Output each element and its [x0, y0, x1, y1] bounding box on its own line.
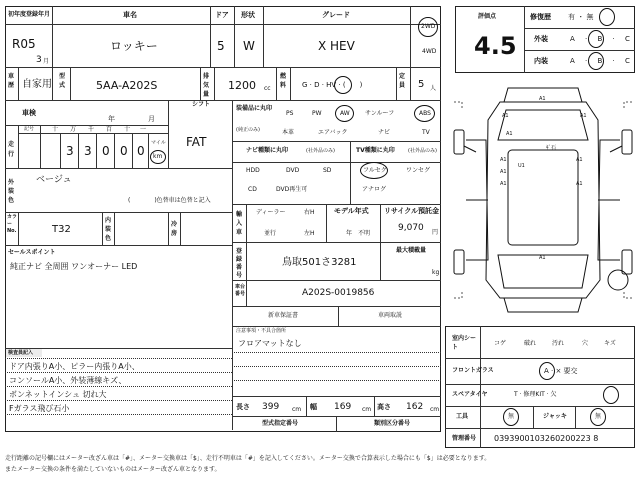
- nav-dvd: DVD: [286, 167, 300, 174]
- equip-aw-circle: [335, 105, 354, 122]
- registration-label: 登録番号: [236, 248, 243, 279]
- jack-label: ジャッキ: [543, 413, 567, 420]
- spare-options: T · 修理KIT · 欠: [514, 391, 557, 398]
- doors-label: ドア: [215, 11, 229, 19]
- mileage-digit-2: 0: [102, 144, 110, 158]
- tv-analog: アナログ: [362, 186, 387, 193]
- nav-sd: SD: [323, 167, 332, 174]
- exterior-label: 外装色: [8, 179, 15, 204]
- width-label: 幅: [310, 403, 317, 411]
- nav-dvd-play: DVD再生可: [276, 186, 308, 193]
- inspection-month-unit: 月: [148, 115, 155, 123]
- color-no-label: カラーNo.: [7, 214, 18, 234]
- seat-item-0: コゲ: [494, 340, 507, 347]
- front-glass-label: フロントガラス: [452, 367, 494, 374]
- diag-label-3: A1: [500, 169, 507, 175]
- capacity: 5: [418, 79, 425, 90]
- diag-label-5: U1: [518, 163, 525, 169]
- diag-label-8: A1: [539, 255, 546, 261]
- warranty-label: 新車保証書: [268, 312, 299, 319]
- equip-leather: 本革: [282, 129, 295, 136]
- repair-options: 有 ・ 無: [568, 13, 594, 21]
- diag-label-6: A1: [576, 157, 583, 163]
- capacity-label: 定員: [399, 73, 406, 89]
- grade: X HEV: [318, 39, 355, 53]
- diag-label-1: A1: [506, 131, 513, 137]
- equip-abs-circle: [414, 105, 435, 122]
- sales-point-text: 純正ナビ 全周囲 ワンオーナー LED: [10, 262, 138, 271]
- mileage-unit-5: 一: [140, 126, 147, 133]
- mileage-digit-4: 0: [137, 144, 145, 158]
- equip-aw: AW: [340, 110, 350, 117]
- score-value: 4.5: [474, 32, 517, 60]
- seat-item-4: キズ: [604, 340, 616, 347]
- car-damage-diagram: [448, 80, 638, 320]
- displacement: 1200: [228, 79, 256, 92]
- management-value: 0393900103260200223 8: [494, 434, 599, 443]
- inspector-line-1: コンソールA小、外装薄線キズ、: [9, 376, 127, 385]
- car-name-label: 車名: [123, 11, 137, 19]
- equip-ps: PS: [286, 110, 294, 117]
- management-label: 管理番号: [452, 435, 477, 442]
- notes-text: フロアマットなし: [238, 339, 302, 348]
- chassis-value: A202S-0019856: [302, 288, 375, 298]
- diag-label-9: A1: [502, 113, 509, 119]
- nav-label: ナビ種類に丸印: [246, 147, 289, 154]
- mileage-unit-2: 千: [88, 126, 95, 133]
- mileage-digit-3: 0: [120, 144, 128, 158]
- equip-abs: ABS: [419, 110, 431, 117]
- color-no-value: T32: [52, 224, 71, 235]
- front-glass-circle: [539, 362, 555, 380]
- mileage-unit-0: 十: [52, 126, 59, 133]
- seat-item-3: 穴: [582, 340, 589, 347]
- inspector-line-2: ボンネットインシュ 切れ大: [9, 390, 107, 399]
- mileage-unit-4: 十: [124, 126, 131, 133]
- first-reg-label: 初年度登録年月: [8, 11, 51, 18]
- shape-label: 形状: [241, 11, 255, 19]
- manual-label: 車両取説: [378, 312, 403, 319]
- model: 5AA-A202S: [96, 79, 158, 92]
- length-value: 399: [262, 402, 280, 412]
- mileage-digit-0: 3: [66, 144, 74, 158]
- exterior-value: ベージュ: [36, 175, 72, 185]
- width-value: 169: [334, 402, 352, 412]
- import-parallel: 並行: [264, 230, 277, 237]
- tv-fullseg: フルセグ: [363, 167, 387, 174]
- class-number-label: 類別区分番号: [374, 420, 411, 427]
- mileage-unit-mile: マイル: [151, 140, 166, 146]
- vehicle-class-label: 車歴: [8, 73, 15, 89]
- import-label: 輸入車: [236, 211, 243, 236]
- exterior-grade-options: A · B · C: [570, 35, 634, 43]
- diag-label-10: A1: [580, 113, 587, 119]
- equip-navi: ナビ: [378, 129, 391, 136]
- interior-seat-label: 室内シート: [452, 335, 477, 351]
- model-year-label: モデル年式: [334, 207, 369, 215]
- shift-value: FAT: [186, 135, 207, 149]
- exterior-grade-circle: [588, 30, 604, 48]
- tv-sub: (社外品のみ): [408, 148, 437, 154]
- displacement-label: 排気量: [203, 73, 210, 98]
- front-glass-options: A · × 要交: [544, 367, 578, 375]
- height-value: 162: [406, 402, 424, 412]
- nav-hdd: HDD: [246, 167, 260, 174]
- interior-grade-options: A · B · C: [570, 57, 634, 65]
- height-label: 高さ: [377, 403, 391, 411]
- chassis-label: 車台番号: [235, 284, 246, 297]
- inspection-label: 車検: [22, 109, 36, 117]
- fuel-label: 燃料: [280, 73, 287, 89]
- footer-line-1: またメーター交換の条件を満たしていないものはメーター改ざん車となります。: [5, 466, 221, 473]
- tv-oneseg: ワンセグ: [406, 167, 431, 174]
- recycle-label: リサイクル預託金: [384, 207, 440, 215]
- footer-line-0: 走行距離の記号欄にはメーター改ざん車は「#」、メーター交換車は「$」、走行不明車は「#」を記入してください。メーター交換で合算表示した場合にも「$」は必要となります。: [5, 455, 491, 462]
- width-unit: cm: [362, 406, 372, 413]
- max-load-label: 最大積載量: [396, 247, 427, 254]
- usage: 自家用: [22, 79, 52, 90]
- fuel-selected-circle: [334, 76, 352, 94]
- inspector-line-0: ドア内張りA小、ピラー内張りA小、: [9, 362, 140, 371]
- length-label: 長さ: [236, 403, 250, 411]
- import-left: 左H: [304, 230, 315, 237]
- tools-value: 無: [508, 413, 515, 420]
- repair-selected-circle: [599, 8, 615, 26]
- mileage-unit-1: 万: [70, 126, 77, 133]
- mileage-label: 走行: [8, 141, 15, 158]
- equip-pw: PW: [312, 110, 322, 117]
- equip-sunroof: サンルーフ: [365, 110, 395, 117]
- interior-grade-label: 内装: [534, 57, 548, 65]
- first-reg-year: R05: [12, 37, 36, 51]
- equip-airbag: エアバック: [318, 129, 348, 136]
- spare-label: スペアタイヤ: [452, 391, 488, 398]
- recycle-unit: 円: [432, 229, 439, 236]
- type-designation-label: 型式指定番号: [262, 420, 299, 427]
- shift-label: シフト: [192, 101, 211, 108]
- diag-label-11: ｷﾞ石: [546, 145, 557, 151]
- inspector-label: 検査員記入: [8, 350, 34, 356]
- equipment-sub: (純正のみ): [236, 127, 260, 133]
- grade-label: グレード: [322, 11, 350, 19]
- inspection-year-unit: 年: [108, 115, 115, 123]
- equipment-label: 装備品に丸印: [236, 105, 273, 112]
- recycle-value: 9,070: [398, 223, 424, 233]
- tv-fullseg-circle: [360, 162, 388, 179]
- car-name: ロッキー: [110, 39, 158, 53]
- diag-label-0: A1: [539, 96, 546, 102]
- notes-label: 注意事項・不具合箇所: [236, 328, 287, 334]
- tools-label: 工具: [456, 413, 469, 420]
- nav-cd: CD: [248, 186, 257, 193]
- interior-grade-circle: [588, 52, 604, 70]
- repair-label: 修復歴: [530, 13, 551, 21]
- first-reg-month: 3: [36, 55, 42, 65]
- model-label: 型式: [59, 73, 66, 89]
- exterior-note: ( )色替車は色替と記入: [128, 197, 211, 204]
- exterior-grade-label: 外装: [534, 35, 548, 43]
- spare-circle: [603, 386, 619, 404]
- diag-label-4: A1: [500, 181, 507, 187]
- nav-sub: (社外品のみ): [306, 148, 335, 154]
- displacement-unit: cc: [264, 85, 271, 92]
- inspector-line-3: Fガラス飛び石小: [9, 404, 70, 413]
- jack-circle: [590, 408, 606, 426]
- length-unit: cm: [292, 406, 302, 413]
- mileage-record-label: 記号: [24, 126, 35, 132]
- max-load-unit: kg: [432, 269, 440, 276]
- mileage-unit-km: km: [153, 153, 163, 160]
- mileage-unit-3: 百: [106, 126, 113, 133]
- score-label: 評価点: [478, 13, 497, 20]
- seat-item-2: 汚れ: [552, 340, 565, 347]
- capacity-unit: 人: [430, 85, 437, 92]
- tools-circle: [503, 408, 519, 426]
- model-year-value: 年 不明: [346, 230, 371, 237]
- diag-label-2: A1: [500, 157, 507, 163]
- mileage-digit-1: 3: [84, 144, 92, 158]
- interior-color-label: 内装色: [105, 217, 112, 242]
- seat-item-1: 破れ: [524, 340, 537, 347]
- registration-value: 鳥取501さ3281: [282, 257, 357, 268]
- diag-label-7: A1: [576, 181, 583, 187]
- drive-2wd: 2WD: [421, 23, 436, 30]
- import-right: 右H: [304, 209, 315, 216]
- equip-tv: TV: [422, 129, 430, 136]
- height-unit: cm: [430, 406, 440, 413]
- fuel-options: G · D · HV · ( ): [302, 81, 363, 89]
- shape: W: [243, 39, 255, 53]
- cooling-label: 冷房: [171, 221, 178, 237]
- drive-4wd: 4WD: [422, 48, 437, 55]
- import-dealer: ディーラー: [256, 209, 286, 216]
- first-reg-month-unit: 月: [43, 58, 50, 65]
- tv-label: TV種類に丸印: [356, 147, 395, 154]
- doors: 5: [217, 39, 225, 53]
- jack-value: 無: [595, 413, 602, 420]
- sales-point-label: セールスポイント: [8, 249, 56, 256]
